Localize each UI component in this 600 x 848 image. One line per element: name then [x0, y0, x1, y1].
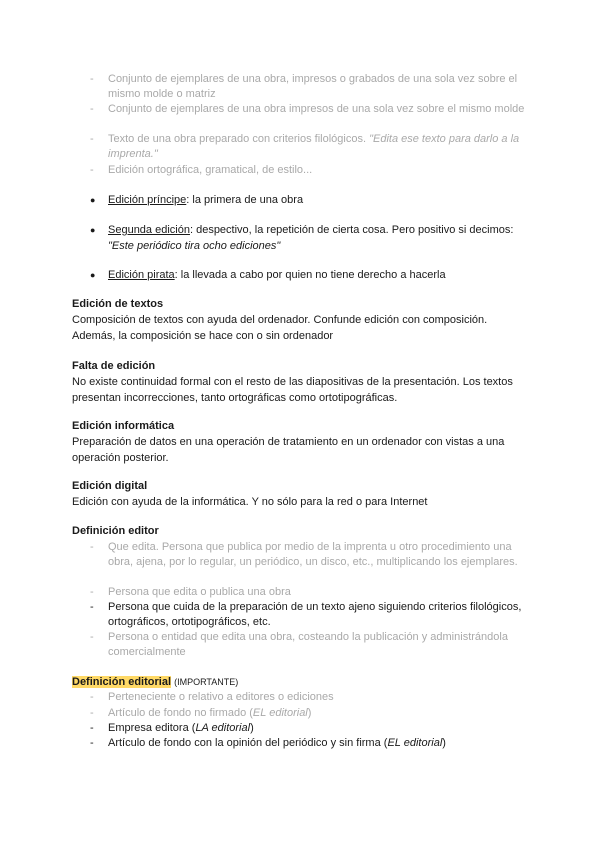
- list-item: [90, 585, 530, 600]
- section-heading: [72, 675, 238, 690]
- bullet-item: ● Edición pirata: la llevada a cabo por quien no tiene derecho a hacerla: [90, 269, 446, 281]
- dash-marker: -: [90, 601, 94, 613]
- dash-marker: -: [90, 541, 94, 553]
- list-item: [90, 736, 530, 751]
- section-body: Preparación de datos en una operación de tratamiento en un ordenador con vistas a una operación posterior.: [72, 436, 505, 464]
- dash-marker: -: [90, 722, 94, 734]
- dash-marker: -: [90, 133, 94, 145]
- list-item: [90, 163, 530, 178]
- list-item-text: Persona o entidad que edita una obra, costeando la publicación y administrándola comercialmente: [108, 631, 508, 658]
- list-item-text: Que edita. Persona que publica por medio de la imprenta u otro procedimiento una obra, ajena, por lo regular, un periódico, un disco, etc., multiplicando los ejemplares.: [108, 541, 518, 568]
- dash-marker: -: [90, 691, 94, 703]
- list-item: [90, 690, 530, 705]
- bullet-term: Edición pirata: [108, 269, 175, 281]
- list-item: [90, 102, 530, 117]
- list-item-text: Perteneciente o relativo a editores o ediciones: [108, 691, 334, 703]
- bullet-marker: ●: [90, 225, 96, 235]
- list-item-text: Conjunto de ejemplares de una obra, impresos o grabados de una sola vez sobre el mismo molde o matriz: [108, 73, 518, 100]
- list-item-text: Persona que edita o publica una obra: [108, 586, 291, 598]
- bullet-term: Segunda edición: [108, 224, 190, 236]
- list-item: [90, 721, 530, 736]
- bullet-item: ● Edición príncipe: la primera de una obra: [90, 194, 304, 206]
- section-body: No existe continuidad formal con el resto de las diapositivas de la presentación. Los textos presentan incorrecciones, tanto ortográficas como ortotipográficas.: [72, 376, 513, 404]
- section-body: Composición de textos con ayuda del ordenador. Confunde edición con composición. Además, la composición se hace con o sin ordenador: [72, 314, 488, 342]
- bullet-term: Edición príncipe: [108, 194, 187, 206]
- section-heading: Falta de edición: [72, 360, 156, 372]
- dash-marker: -: [90, 164, 94, 176]
- bullet-marker: ●: [90, 195, 96, 205]
- list-item-text: Empresa editora (LA editorial): [108, 722, 254, 734]
- dash-marker: -: [90, 631, 94, 643]
- importance-note: (IMPORTANTE): [174, 677, 239, 687]
- list-item: [90, 600, 530, 630]
- list-item-text: Artículo de fondo no firmado (EL editorial): [108, 707, 312, 719]
- bullet-marker: ●: [90, 270, 96, 280]
- list-item-text: Persona que cuida de la preparación de un texto ajeno siguiendo criterios filológicos, ortográficos, ortotipográficos, etc.: [108, 601, 522, 628]
- list-item: [90, 132, 530, 162]
- dash-marker: -: [90, 707, 94, 719]
- dash-marker: -: [90, 737, 94, 749]
- list-item-text: Conjunto de ejemplares de una obra impresos de una sola vez sobre el mismo molde: [108, 103, 525, 115]
- dash-marker: -: [90, 103, 94, 115]
- list-item-text: Artículo de fondo con la opinión del periódico y sin firma (EL editorial): [108, 737, 446, 749]
- section-heading: Definición editor: [72, 525, 159, 537]
- dash-marker: -: [90, 73, 94, 85]
- section-body: Edición con ayuda de la informática. Y no sólo para la red o para Internet: [72, 496, 428, 508]
- list-item: [90, 706, 530, 721]
- section-heading: Edición de textos: [72, 298, 164, 310]
- list-item-text: Edición ortográfica, gramatical, de estilo...: [108, 164, 313, 176]
- section-heading: Edición digital: [72, 480, 148, 492]
- dash-marker: -: [90, 586, 94, 598]
- list-item: [90, 72, 530, 102]
- list-item: [90, 540, 530, 570]
- list-item-text: Texto de una obra preparado con criterios filológicos. "Edita ese texto para darlo a la imprenta.": [108, 133, 520, 160]
- section-heading: Edición informática: [72, 420, 175, 432]
- highlighted-title: Definición editorial: [72, 676, 172, 688]
- list-item: [90, 630, 530, 660]
- bullet-item: ● Segunda edición: despectivo, la repetición de cierta cosa. Pero positivo si decimos: "Este periódico tira ocho ediciones": [90, 224, 514, 252]
